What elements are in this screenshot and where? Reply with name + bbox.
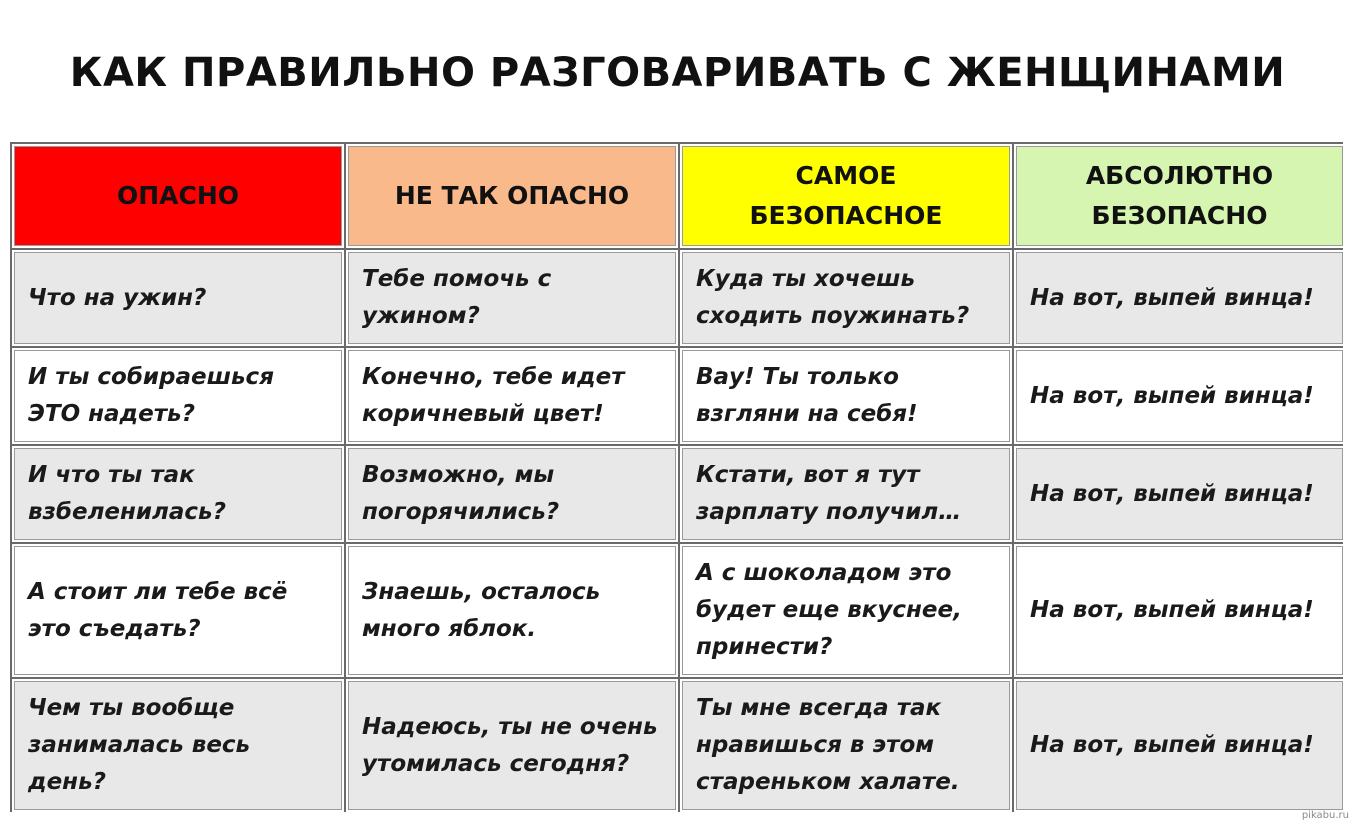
cell-text: А с шоколадом это будет еще вкуснее, принести? xyxy=(696,560,962,660)
cell-text: Вау! Ты только взгляни на себя! xyxy=(696,364,918,427)
page-title: КАК ПРАВИЛЬНО РАЗГОВАРИВАТЬ С ЖЕНЩИНАМИ xyxy=(69,50,1286,96)
table-cell xyxy=(1014,679,1345,812)
table-cell xyxy=(680,348,1012,444)
watermark: pikabu.ru xyxy=(1301,810,1349,821)
header-label: САМОЕ БЕЗОПАСНОЕ xyxy=(749,161,943,230)
table-cell xyxy=(346,348,678,444)
cell-text: На вот, выпей винца! xyxy=(1030,480,1314,507)
table-cell xyxy=(1014,446,1345,542)
cell-text: А стоит ли тебе всё это съедать? xyxy=(28,578,288,642)
cell-text: Чем ты вообще занималась весь день? xyxy=(28,695,251,795)
cell-text: На вот, выпей винца! xyxy=(1030,382,1314,409)
cell-text: Возможно, мы погорячились? xyxy=(362,462,560,525)
cell-text: Ты мне всегда так нравишься в этом стареньком халате. xyxy=(696,695,960,795)
table-cell xyxy=(346,446,678,542)
table-cell xyxy=(680,679,1012,812)
cell-text: Что на ужин? xyxy=(28,284,207,311)
table-cell xyxy=(12,348,344,444)
table-cell xyxy=(12,250,344,346)
table-cell xyxy=(1014,348,1345,444)
header-safest xyxy=(680,144,1012,248)
cell-text: И что ты так взбеленилась? xyxy=(28,462,226,525)
header-label: АБСОЛЮТНО БЕЗОПАСНО xyxy=(1085,161,1274,230)
table-cell xyxy=(680,250,1012,346)
header-dangerous xyxy=(12,144,344,248)
cell-text: Кстати, вот я тут зарплату получил… xyxy=(696,462,962,525)
cell-text: Надеюсь, ты не очень утомилась сегодня? xyxy=(362,713,658,777)
header-label: ОПАСНО xyxy=(116,181,240,210)
table-cell xyxy=(680,446,1012,542)
table-cell xyxy=(12,679,344,812)
table-cell xyxy=(12,544,344,677)
header-absolutely-safe xyxy=(1014,144,1345,248)
cell-text: На вот, выпей винца! xyxy=(1030,597,1314,623)
cell-text: На вот, выпей винца! xyxy=(1030,284,1314,311)
cell-text: Конечно, тебе идет коричневый цвет! xyxy=(362,364,625,427)
advice-table xyxy=(10,142,1343,812)
cell-text: И ты собираешься ЭТО надеть? xyxy=(28,364,274,427)
cell-text: На вот, выпей винца! xyxy=(1030,732,1314,758)
table-cell xyxy=(346,250,678,346)
cell-text: Тебе помочь с ужином? xyxy=(362,266,552,329)
cell-text: Знаешь, осталось много яблок. xyxy=(362,578,601,642)
table-cell xyxy=(346,544,678,677)
table-cell xyxy=(1014,544,1345,677)
table-cell xyxy=(12,446,344,542)
header-label: НЕ ТАК ОПАСНО xyxy=(394,181,630,210)
header-less-dangerous xyxy=(346,144,678,248)
table-cell xyxy=(346,679,678,812)
table-cell xyxy=(1014,250,1345,346)
cell-text: Куда ты хочешь сходить поужинать? xyxy=(696,266,970,329)
table-cell xyxy=(680,544,1012,677)
